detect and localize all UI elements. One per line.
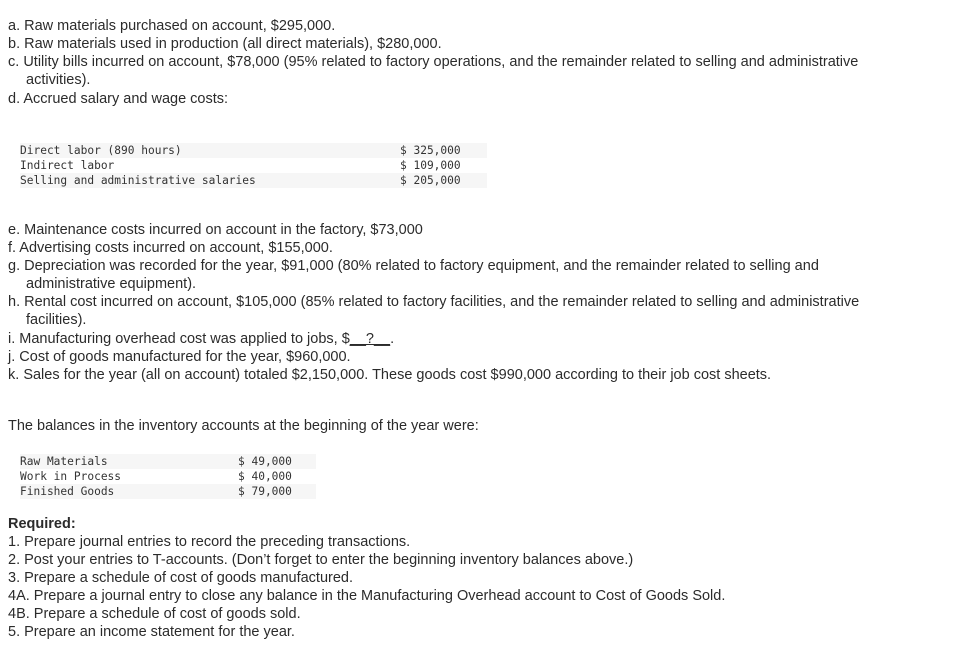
transaction-k bbox=[8, 366, 948, 384]
transaction-a bbox=[8, 17, 948, 35]
table-cell-name: Finished Goods bbox=[20, 484, 238, 499]
transaction-d bbox=[8, 90, 948, 108]
table-row bbox=[20, 454, 316, 469]
item-text: Utility bills incurred on account, $78,000 (95% related to factory operations, and the remainder related to selling and administrative bbox=[23, 54, 859, 70]
item-text: Advertising costs incurred on account, $155,000. bbox=[19, 240, 333, 256]
item-label: e. bbox=[8, 222, 21, 238]
item-text: Raw materials used in production (all direct materials), $280,000. bbox=[24, 36, 442, 52]
required-item-4b: 4B. Prepare a schedule of cost of goods sold. bbox=[8, 606, 301, 622]
required-item-1: 1. Prepare journal entries to record the preceding transactions. bbox=[8, 534, 411, 550]
transaction-j bbox=[8, 348, 948, 366]
item-label: j. bbox=[8, 349, 16, 365]
table-row bbox=[20, 469, 316, 484]
required-item-5: 5. Prepare an income statement for the year. bbox=[8, 624, 295, 640]
item-label: g. bbox=[8, 258, 21, 274]
item-text: Accrued salary and wage costs: bbox=[23, 91, 229, 107]
table-row bbox=[20, 484, 316, 499]
item-label: k. bbox=[8, 367, 20, 383]
item-continuation: administrative equipment). bbox=[26, 276, 197, 292]
table-cell-name: Work in Process bbox=[20, 470, 122, 483]
salary-table bbox=[20, 143, 487, 188]
balances-intro: The balances in the inventory accounts at the beginning of the year were: bbox=[8, 418, 479, 434]
table-cell-name: Direct labor (890 hours) bbox=[20, 143, 400, 158]
table-row bbox=[20, 158, 487, 173]
item-text: Raw materials purchased on account, $295,000. bbox=[24, 18, 336, 34]
item-continuation: activities). bbox=[26, 72, 91, 88]
item-text: Cost of goods manufactured for the year, $960,000. bbox=[19, 349, 351, 365]
item-text: Rental cost incurred on account, $105,000 (85% related to factory facilities, and the remainder related to selling and administrative bbox=[24, 294, 860, 310]
transaction-h bbox=[8, 293, 948, 329]
item-label: h. bbox=[8, 294, 21, 310]
table-cell-amount: $ 49,000 bbox=[238, 454, 316, 469]
item-punct: . bbox=[390, 331, 395, 347]
item-text: Depreciation was recorded for the year, $91,000 (80% related to factory equipment, and the remainder related to selling and bbox=[24, 258, 819, 274]
table-row bbox=[20, 173, 487, 188]
answer-blank: __?__ bbox=[349, 331, 391, 347]
item-label: a. bbox=[8, 18, 21, 34]
table-cell-name: Selling and administrative salaries bbox=[20, 173, 400, 188]
table-cell-amount: $ 40,000 bbox=[238, 470, 292, 483]
transaction-i bbox=[8, 330, 948, 348]
transaction-c bbox=[8, 53, 948, 89]
item-label: d. bbox=[8, 91, 21, 107]
table-cell-name: Indirect labor bbox=[20, 159, 115, 172]
transaction-f bbox=[8, 239, 948, 257]
item-continuation: facilities). bbox=[26, 312, 87, 328]
item-label: c. bbox=[8, 54, 20, 70]
table-cell-amount: $ 205,000 bbox=[400, 173, 487, 188]
required-item-3: 3. Prepare a schedule of cost of goods manufactured. bbox=[8, 570, 353, 586]
required-item-4a: 4A. Prepare a journal entry to close any balance in the Manufacturing Overhead account to Cost of Goods Sold. bbox=[8, 588, 726, 604]
item-label: b. bbox=[8, 36, 21, 52]
required-item-2: 2. Post your entries to T-accounts. (Don’t forget to enter the beginning inventory balances above.) bbox=[8, 552, 634, 568]
table-row bbox=[20, 143, 487, 158]
transaction-b bbox=[8, 35, 948, 53]
inventory-table bbox=[20, 454, 316, 499]
table-cell-amount: $ 79,000 bbox=[238, 484, 316, 499]
item-text: Manufacturing overhead cost was applied to jobs, $ bbox=[19, 331, 350, 347]
item-text: Sales for the year (all on account) totaled $2,150,000. These goods cost $990,000 according to their job cost sheets. bbox=[23, 367, 772, 383]
table-cell-amount: $ 109,000 bbox=[400, 159, 461, 172]
item-text: Maintenance costs incurred on account in the factory, $73,000 bbox=[24, 222, 423, 238]
required-title: Required: bbox=[8, 516, 76, 532]
transaction-e bbox=[8, 221, 948, 239]
table-cell-name: Raw Materials bbox=[20, 454, 238, 469]
item-label: f. bbox=[8, 240, 17, 256]
table-cell-amount: $ 325,000 bbox=[400, 143, 487, 158]
transaction-g bbox=[8, 257, 948, 293]
item-label: i. bbox=[8, 331, 16, 347]
